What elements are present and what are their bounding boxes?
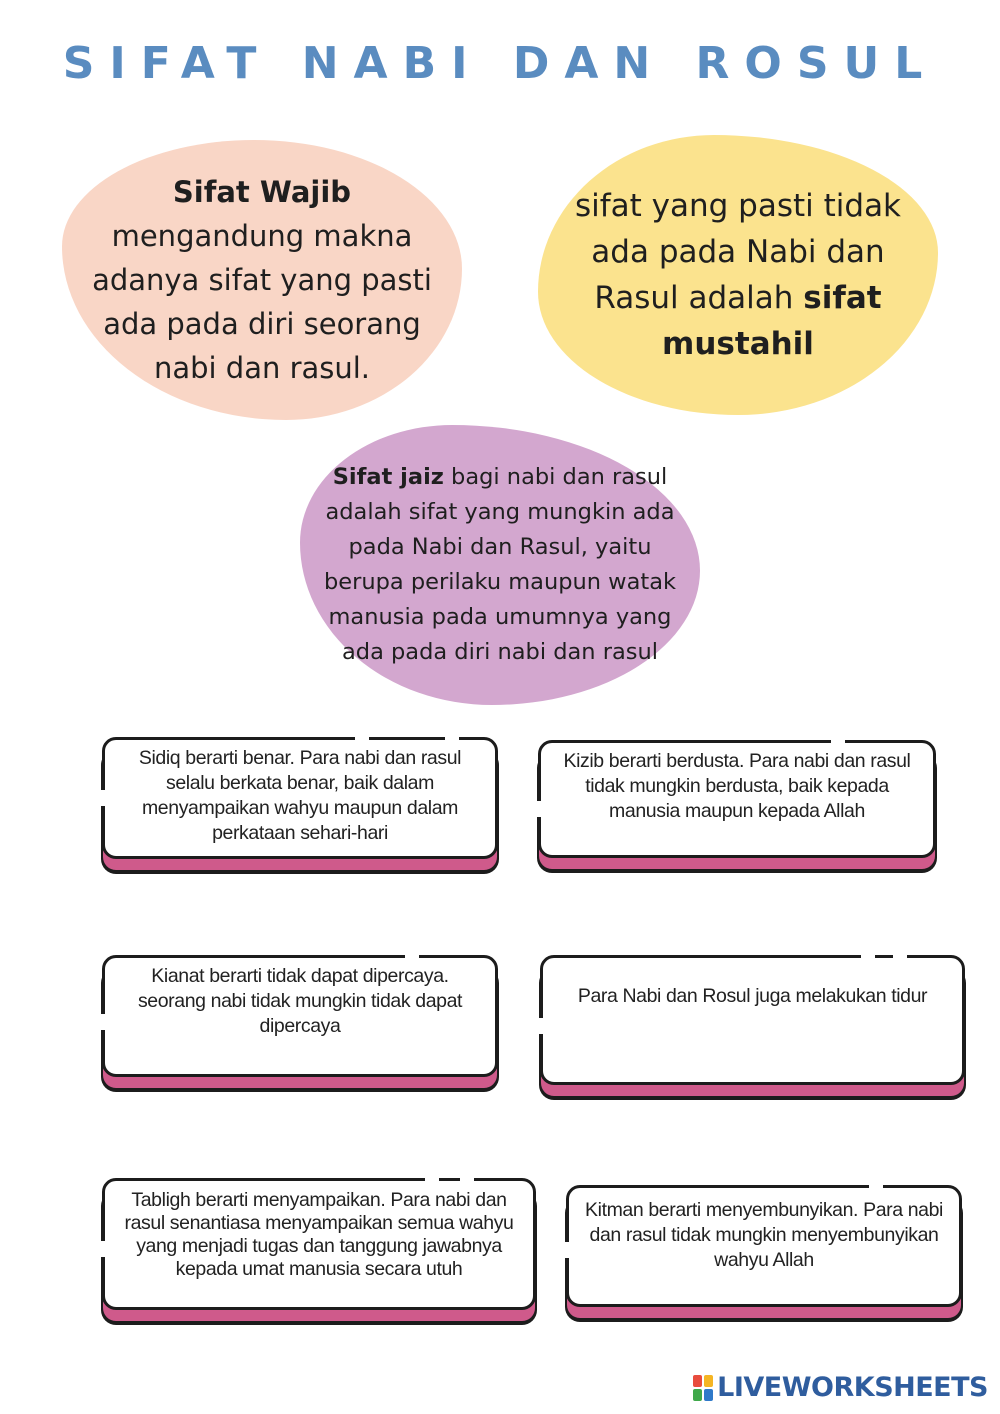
sifat-wajib-content: [82, 170, 442, 390]
sifat-wajib-text: mengandung makna adanya sifat yang pasti ada pada diri seorang nabi dan rasul.: [92, 219, 432, 385]
liveworksheets-logo-icon: [693, 1375, 713, 1401]
answer-card-tidur[interactable]: [540, 955, 965, 1085]
sifat-jaiz-heading: Sifat jaiz: [332, 464, 444, 490]
logo-square-yellow: [704, 1375, 713, 1387]
sifat-mustahil-content: [574, 183, 902, 367]
card-text: Tabligh berarti menyampaikan. Para nabi dan rasul senantiasa menyampaikan semua wahyu yang menjadi tugas dan tanggung jawabnya kepada umat manusia secara utuh: [124, 1189, 514, 1280]
card-border-gap: [535, 801, 544, 817]
card-text: Kizib berarti berdusta. Para nabi dan rasul tidak mungkin berdusta, baik kepada manusia maupun kepada Allah: [563, 750, 911, 822]
sifat-wajib-heading: Sifat Wajib: [172, 175, 352, 209]
liveworksheets-wordmark: LIVEWORKSHEETS: [717, 1372, 988, 1403]
card-border-gap: [355, 734, 369, 743]
card-border-gap: [869, 1182, 883, 1191]
sifat-mustahil-bubble: [538, 135, 938, 415]
sifat-jaiz-bubble: [300, 425, 700, 705]
sifat-jaiz-content: [310, 460, 690, 670]
card-border-gap: [893, 952, 907, 961]
card-text: Kianat berarti tidak dapat dipercaya. seorang nabi tidak mungkin tidak dapat dipercaya: [137, 965, 463, 1037]
logo-square-blue: [704, 1389, 713, 1401]
sifat-wajib-bubble: [62, 140, 462, 420]
card-border-gap: [425, 1175, 439, 1184]
answer-card-tabligh[interactable]: [102, 1178, 536, 1310]
answer-card-sidiq[interactable]: [102, 737, 498, 859]
sifat-mustahil-text: sifat yang pasti tidak ada pada Nabi dan Rasul adalah: [574, 188, 902, 316]
card-border-gap: [537, 1018, 546, 1034]
card-border-gap: [445, 734, 459, 743]
answer-card-kizib[interactable]: [538, 740, 936, 858]
card-border-gap: [861, 952, 875, 961]
answer-card-kitman[interactable]: [566, 1185, 962, 1307]
sifat-jaiz-text: bagi nabi dan rasul adalah sifat yang mungkin ada pada Nabi dan Rasul, yaitu berupa perilaku maupun watak manusia pada umumnya yang ada pada diri nabi dan rasul: [323, 464, 677, 665]
answer-card-kianat[interactable]: [102, 955, 498, 1077]
page-title: SIFAT NABI DAN ROSUL: [62, 38, 938, 89]
card-border-gap: [99, 1241, 108, 1257]
card-border-gap: [563, 1242, 572, 1258]
liveworksheets-brand[interactable]: [693, 1372, 988, 1403]
card-border-gap: [99, 790, 108, 806]
card-border-gap: [831, 737, 845, 746]
card-border-gap: [99, 1014, 108, 1030]
card-text: Para Nabi dan Rosul juga melakukan tidur: [577, 985, 928, 1007]
card-border-gap: [405, 952, 419, 961]
logo-square-green: [693, 1389, 702, 1401]
card-border-gap: [460, 1175, 474, 1184]
sifat-mustahil-heading: sifat mustahil: [662, 280, 882, 362]
logo-square-red: [693, 1375, 702, 1387]
card-text: Sidiq berarti benar. Para nabi dan rasul selalu berkata benar, baik dalam menyampaikan wahyu maupun dalam perkataan sehari-hari: [138, 747, 462, 844]
card-text: Kitman berarti menyembunyikan. Para nabi dan rasul tidak mungkin menyembunyikan wahyu Allah: [585, 1199, 943, 1271]
